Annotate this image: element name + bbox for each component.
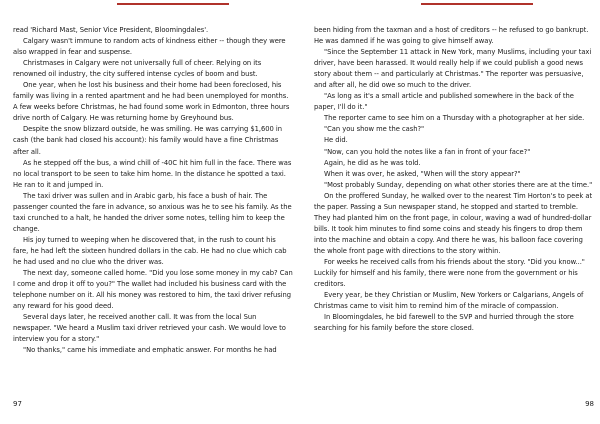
paragraph: "No thanks," came his immediate and emphatic answer. For months he had — [23, 346, 277, 355]
paragraph: Christmases in Calgary were not universally full of cheer. Relying on its renowned oil industry, the city suffered intense cycles of boom and bust. — [13, 59, 262, 79]
paragraph: Again, he did as he was told. — [324, 158, 421, 167]
paragraph: On the proffered Sunday, he walked over to the nearest Tim Horton's to peek at the paper. Passing a Sun newspaper stand, he stopped and started to tremble. They had planted him on the front page, in colour, waving a wad of hundred-dollar bills. It took him minutes to find some coins and steady his fingers to drop them into the machine and obtain a copy. And there he was, his balloon face covering the whole front page with directions to the story within. — [314, 191, 593, 255]
paragraph: His joy turned to weeping when he discovered that, in the rush to count his fare, he had left the sixteen hundred dollars in the cab. He had no clue which cab he had used and no clue who the driver was. — [13, 235, 287, 266]
paragraph: "Since the September 11 attack in New York, many Muslims, including your taxi driver, have been harassed. It would really help if we could publish a good news story about them -- and particularly at Christmas." The reporter was persuasive, and after all, he did owe so much to the driver. — [314, 48, 592, 90]
paragraph: As he stepped off the bus, a wind chill of -40C hit him full in the face. There was no local transport to be seen to take him home. In the distance he spotted a taxi. He ran to it and jumped in. — [13, 158, 292, 189]
paragraph: "Can you show me the cash?" — [324, 125, 425, 134]
right-page-text — [314, 25, 594, 334]
right-page — [314, 0, 594, 424]
page-number: 97 — [13, 400, 22, 408]
paragraph: "As long as it's a small article and published somewhere in the back of the paper, I'll do it." — [314, 92, 574, 112]
paragraph: Calgary wasn't immune to random acts of kindness either -- though they were also wrapped in fear and suspense. — [13, 37, 286, 57]
paragraph: read 'Richard Mast, Senior Vice President, Bloomingdales'. — [13, 26, 209, 34]
left-page-text — [13, 25, 293, 356]
paragraph: Every year, be they Christian or Muslim, New Yorkers or Calgarians, Angels of Christmas came to visit him to remind him of the miracle of compassion. — [314, 291, 584, 311]
paragraph: The next day, someone called home. "Did you lose some money in my cab? Can I come and drop it off to you?" The wallet had included his business card with the telephone number on it. All his money was restored to him, the taxi driver refusing any reward for his good deed. — [13, 269, 293, 311]
paragraph: For weeks he received calls from his friends about the story. "Did you know..." Luckily for himself and his family, there were none from the government or his creditors. — [314, 257, 585, 289]
header-rule — [421, 3, 533, 5]
paragraph: "Most probably Sunday, depending on what other stories there are at the time." — [324, 180, 593, 189]
left-page — [13, 0, 293, 424]
paragraph: In Bloomingdales, he bid farewell to the SVP and hurried through the store searching for his family before the store closed. — [314, 313, 574, 333]
paragraph: Despite the snow blizzard outside, he was smiling. He was carrying $1,600 in cash (the bank had closed his account): his family would have a fine Christmas after all. — [13, 125, 282, 156]
paragraph: Several days later, he received another call. It was from the local Sun newspaper. "We heard a Muslim taxi driver retrieved your cash. We would love to interview you for a story." — [13, 313, 286, 344]
paragraph: One year, when he lost his business and their home had been foreclosed, his family was living in a rented apartment and he had been unemployed for months. A few weeks before Christmas, he had found some work in Edmonton, three hours drive north of Calgary. He was returning home by Greyhound bus. — [13, 81, 290, 123]
paragraph: The reporter came to see him on a Thursday with a photographer at her side. — [324, 114, 585, 123]
paragraph: He did. — [324, 136, 348, 145]
page-number: 98 — [585, 400, 594, 408]
paragraph: "Now, can you hold the notes like a fan in front of your face?" — [324, 147, 531, 156]
paragraph: been hiding from the taxman and a host of creditors -- he refused to go bankrupt. He was damned if he was going to give himself away. — [314, 26, 589, 46]
paragraph: The taxi driver was sullen and in Arabic garb, his face a bush of hair. The passenger counted the fare in advance, so anxious was he to see his family. As the taxi crunched to a halt, he handed the driver some notes, telling him to keep the change. — [13, 191, 292, 233]
paragraph: When it was over, he asked, "When will the story appear?" — [324, 169, 521, 178]
header-rule — [117, 3, 229, 5]
